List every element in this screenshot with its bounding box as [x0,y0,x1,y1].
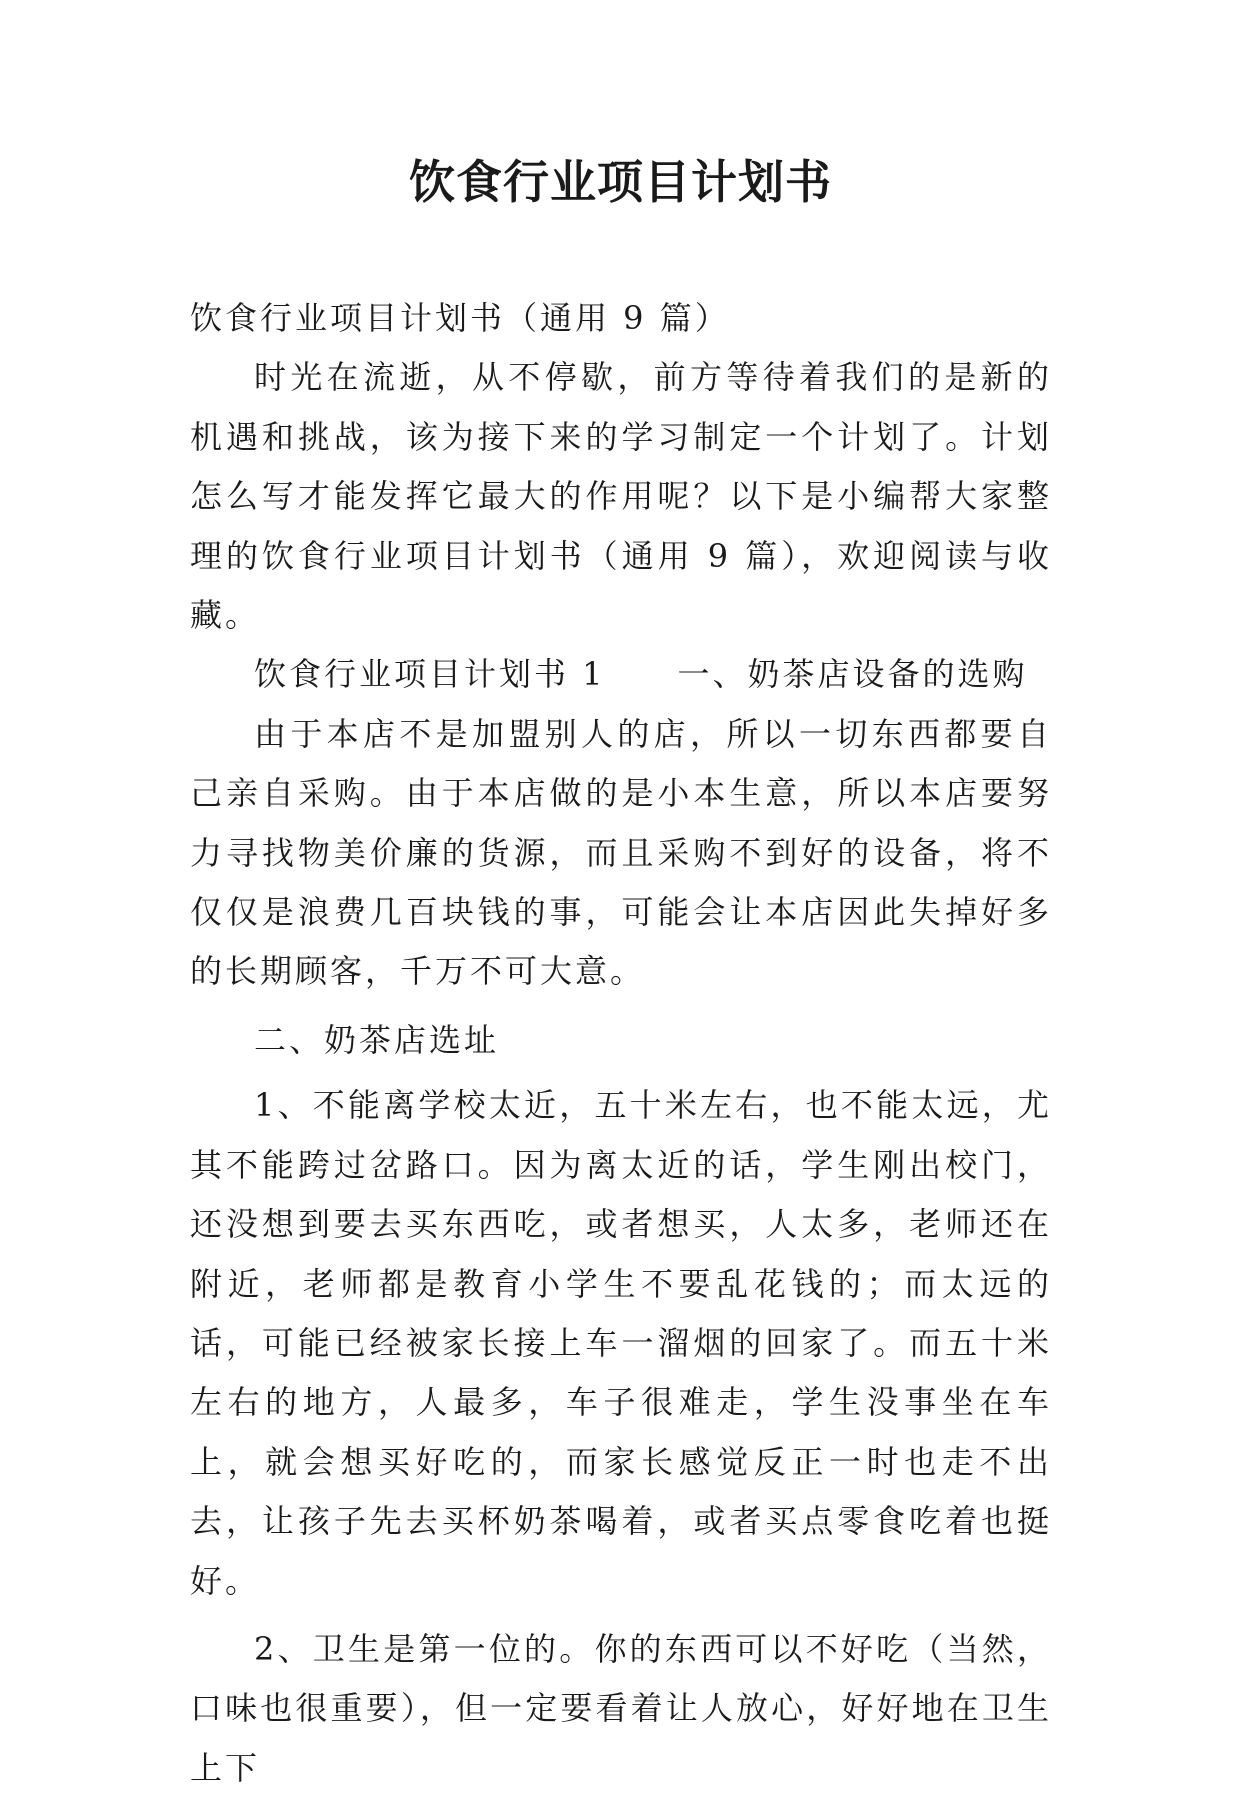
document-subtitle: 饮食行业项目计划书（通用 9 篇） [190,299,730,337]
equipment-paragraph: 由于本店不是加盟别人的店，所以一切东西都要自己亲自采购。由于本店做的是小本生意，所以本店要努力寻找物美价廉的货源，而且采购不到好的设备，将不仅仅是浪费几百块钱的事，可能会让本店因此失掉好多的长期顾客，千万不可大意。 [190,714,1052,991]
document-title: 饮食行业项目计划书 [409,155,832,209]
section-1-line [190,645,1052,704]
document-body [190,289,1052,1798]
location-paragraph-2: 2、卫生是第一位的。你的东西可以不好吃（当然，口味也很重要），但一定要看着让人放心，好好地在卫生上下 [190,1629,1052,1787]
location-heading: 二、奶茶店选址 [254,1020,500,1059]
section-1-heading: 一、奶茶店设备的选购 [677,655,1028,694]
intro-paragraph: 时光在流逝，从不停歇，前方等待着我们的是新的机遇和挑战，该为接下来的学习制定一个计划了。计划怎么写才能发挥它最大的作用呢？以下是小编帮大家整理的饮食行业项目计划书（通用 9 篇），欢迎阅读与收藏。 [190,358,1052,635]
location-paragraph-1: 1、不能离学校太近，五十米左右，也不能太远，尤其不能跨过岔路口。因为离太近的话，学生刚出校门，还没想到要去买东西吃，或者想买，人太多，老师还在附近，老师都是教育小学生不要乱花钱的；而太远的话，可能已经被家长接上车一溜烟的回家了。而五十米左右的地方，人最多，车子很难走，学生没事坐在车上，就会想买好吃的，而家长感觉反正一时也走不出去，让孩子先去买杯奶茶喝着，或者买点零食吃着也挺好。 [190,1086,1052,1600]
section-1-label: 饮食行业项目计划书 1 [254,655,606,694]
